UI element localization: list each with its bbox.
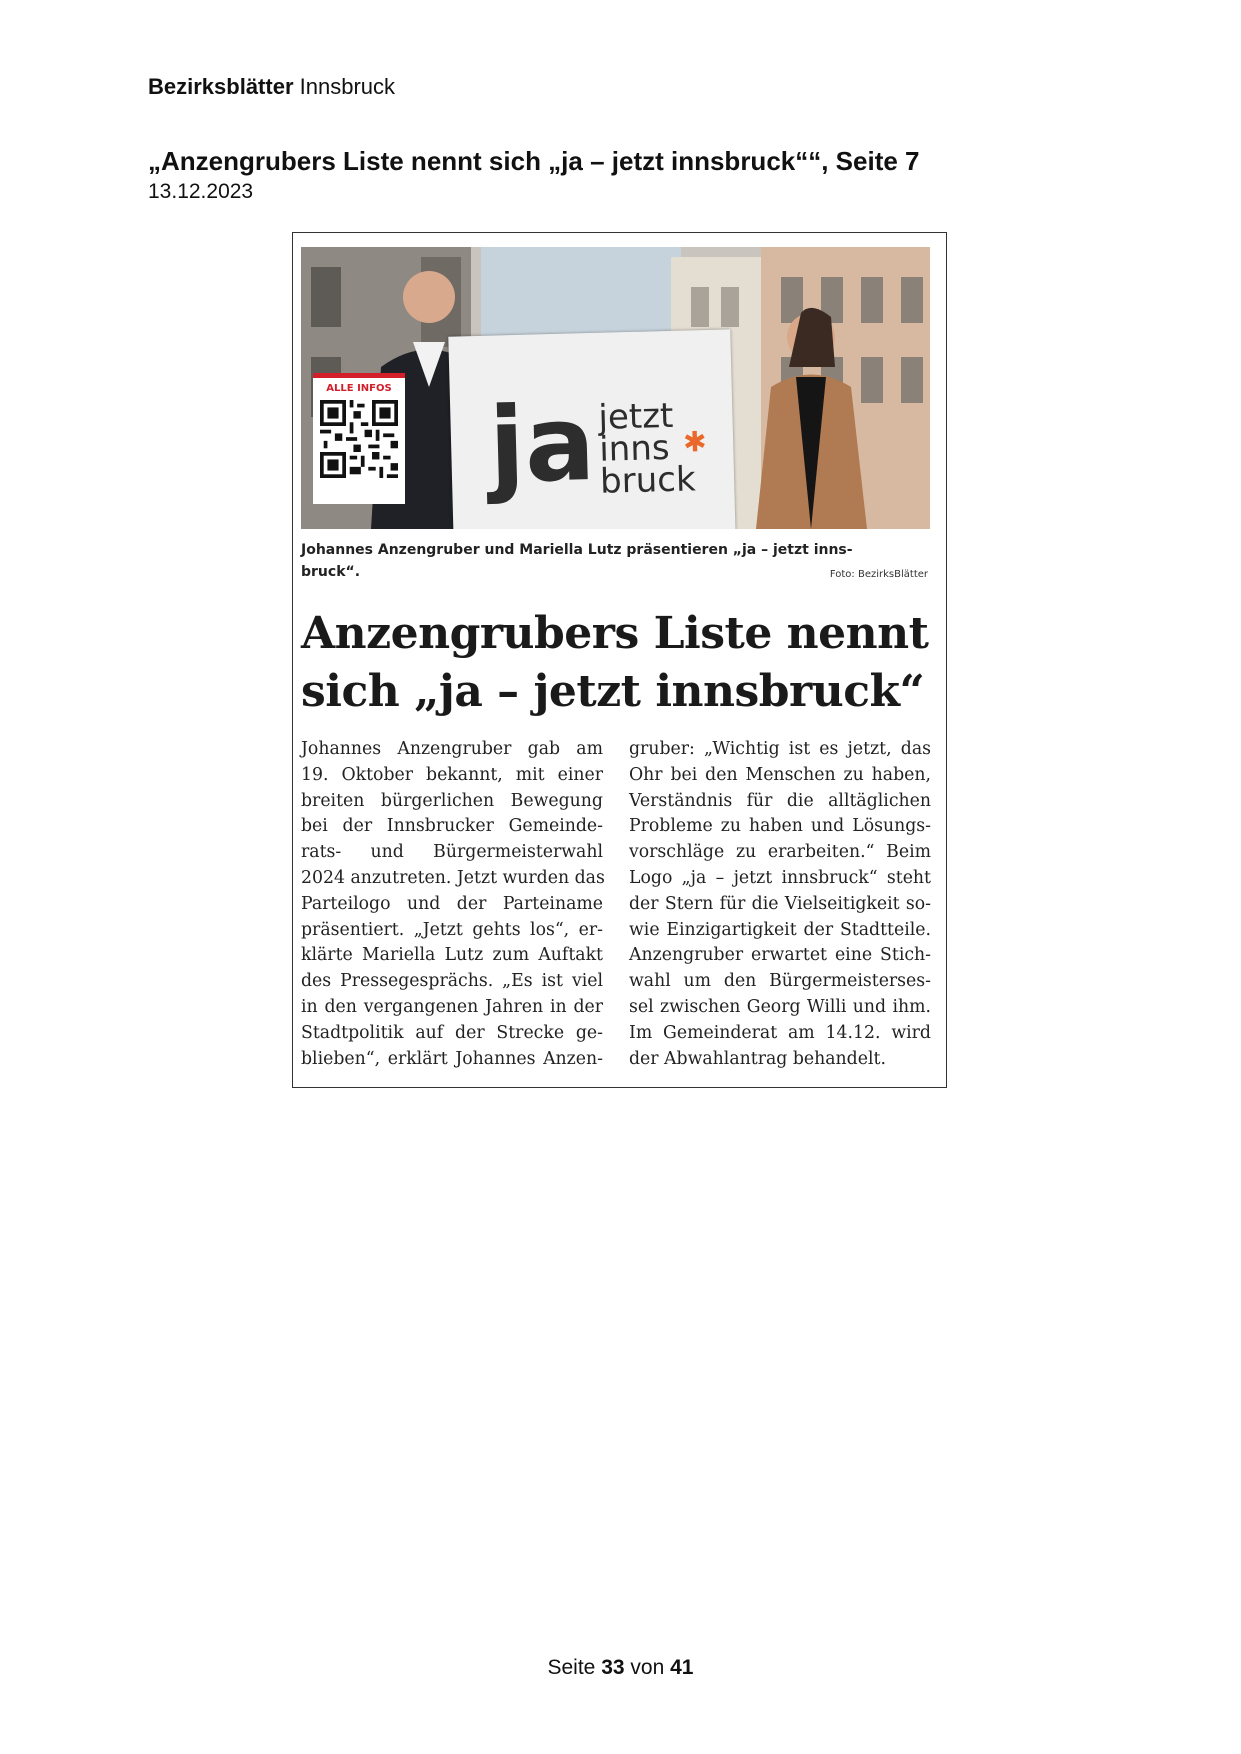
headline-line-1: Anzengrubers Liste nennt bbox=[301, 608, 929, 659]
body-line: Logo „ja – jetzt innsbruck“ steht bbox=[629, 867, 931, 888]
headline-line-2: sich „ja – jetzt innsbruck“ bbox=[301, 666, 925, 717]
page-total: 41 bbox=[670, 1656, 694, 1679]
body-line: Verständnis für die alltäglichen bbox=[629, 790, 931, 811]
qr-code-box bbox=[313, 373, 405, 504]
document-date: 13.12.2023 bbox=[148, 180, 254, 203]
article-headline bbox=[301, 605, 941, 721]
page-prefix: Seite bbox=[547, 1656, 596, 1679]
publication-name-rest: Innsbruck bbox=[299, 74, 396, 99]
publication-name bbox=[148, 74, 395, 100]
body-line: breiten bürgerlichen Bewegung bbox=[301, 790, 603, 811]
body-line: klärte Mariella Lutz zum Auftakt bbox=[301, 945, 603, 966]
newspaper-clipping bbox=[292, 232, 947, 1088]
body-line: sel zwischen Georg Willi und ihm. bbox=[629, 996, 931, 1017]
body-line: blieben“, erklärt Johannes Anzen- bbox=[301, 1048, 603, 1069]
article-column-right bbox=[629, 737, 931, 1072]
sign-line-3: bruck bbox=[599, 459, 697, 502]
publication-name-bold: Bezirksblätter bbox=[148, 74, 294, 99]
body-line: vorschläge zu erarbeiten.“ Beim bbox=[629, 842, 931, 863]
photo-credit: Foto: BezirksBlätter bbox=[829, 569, 928, 580]
page-number bbox=[0, 1656, 1241, 1680]
body-line: gruber: „Wichtig ist es jetzt, das bbox=[629, 739, 931, 759]
body-line: 2024 anzutreten. Jetzt wurden das bbox=[301, 867, 605, 888]
body-line: Stadtpolitik auf der Strecke ge- bbox=[301, 1022, 603, 1043]
sign-line-1: jetzt bbox=[597, 395, 674, 438]
body-line: präsentiert. „Jetzt gehts los“, er- bbox=[301, 919, 603, 940]
article-photo bbox=[301, 247, 930, 529]
caption-line-2: bruck“. bbox=[301, 564, 361, 580]
qr-code-icon bbox=[320, 400, 398, 478]
body-line: Im Gemeinderat am 14.12. wird bbox=[629, 1022, 931, 1043]
body-line: rats- und Bürgermeisterwahl bbox=[301, 842, 603, 863]
document-title: „Anzengrubers Liste nennt sich „ja – jetzt innsbruck““, Seite 7 bbox=[148, 146, 920, 176]
body-line: 19. Oktober bekannt, mit einer bbox=[301, 764, 603, 785]
campaign-sign bbox=[448, 329, 735, 529]
body-line: wahl um den Bürgermeisterses- bbox=[629, 971, 931, 992]
body-line: der Abwahlantrag behandelt. bbox=[629, 1048, 886, 1069]
body-line: der Stern für die Vielseitigkeit so- bbox=[629, 893, 931, 914]
caption-line-1: Johannes Anzengruber und Mariella Lutz präsentieren „ja – jetzt inns- bbox=[301, 542, 853, 558]
sign-star-icon: ✱ bbox=[682, 426, 708, 458]
body-line: wie Einzigartigkeit der Stadtteile. bbox=[629, 919, 931, 940]
body-line: Probleme zu haben und Lösungs- bbox=[629, 816, 931, 837]
body-line: bei der Innsbrucker Gemeinde- bbox=[301, 816, 603, 837]
body-line: Ohr bei den Menschen zu haben, bbox=[629, 764, 931, 785]
sign-ja-text: ja bbox=[487, 381, 597, 507]
body-line: des Pressegesprächs. „Es ist viel bbox=[301, 971, 603, 992]
qr-label: ALLE INFOS bbox=[326, 383, 392, 394]
sign-line-2: inns bbox=[598, 427, 671, 470]
body-line: Johannes Anzengruber gab am bbox=[301, 739, 603, 759]
page-sep: von bbox=[630, 1656, 665, 1679]
body-line: Parteilogo und der Parteiname bbox=[301, 893, 603, 914]
body-line: Anzengruber erwartet eine Stich- bbox=[629, 945, 931, 966]
article-column-left bbox=[301, 737, 603, 1072]
page-current: 33 bbox=[601, 1656, 625, 1679]
body-line: in den vergangenen Jahren in der bbox=[301, 996, 603, 1017]
